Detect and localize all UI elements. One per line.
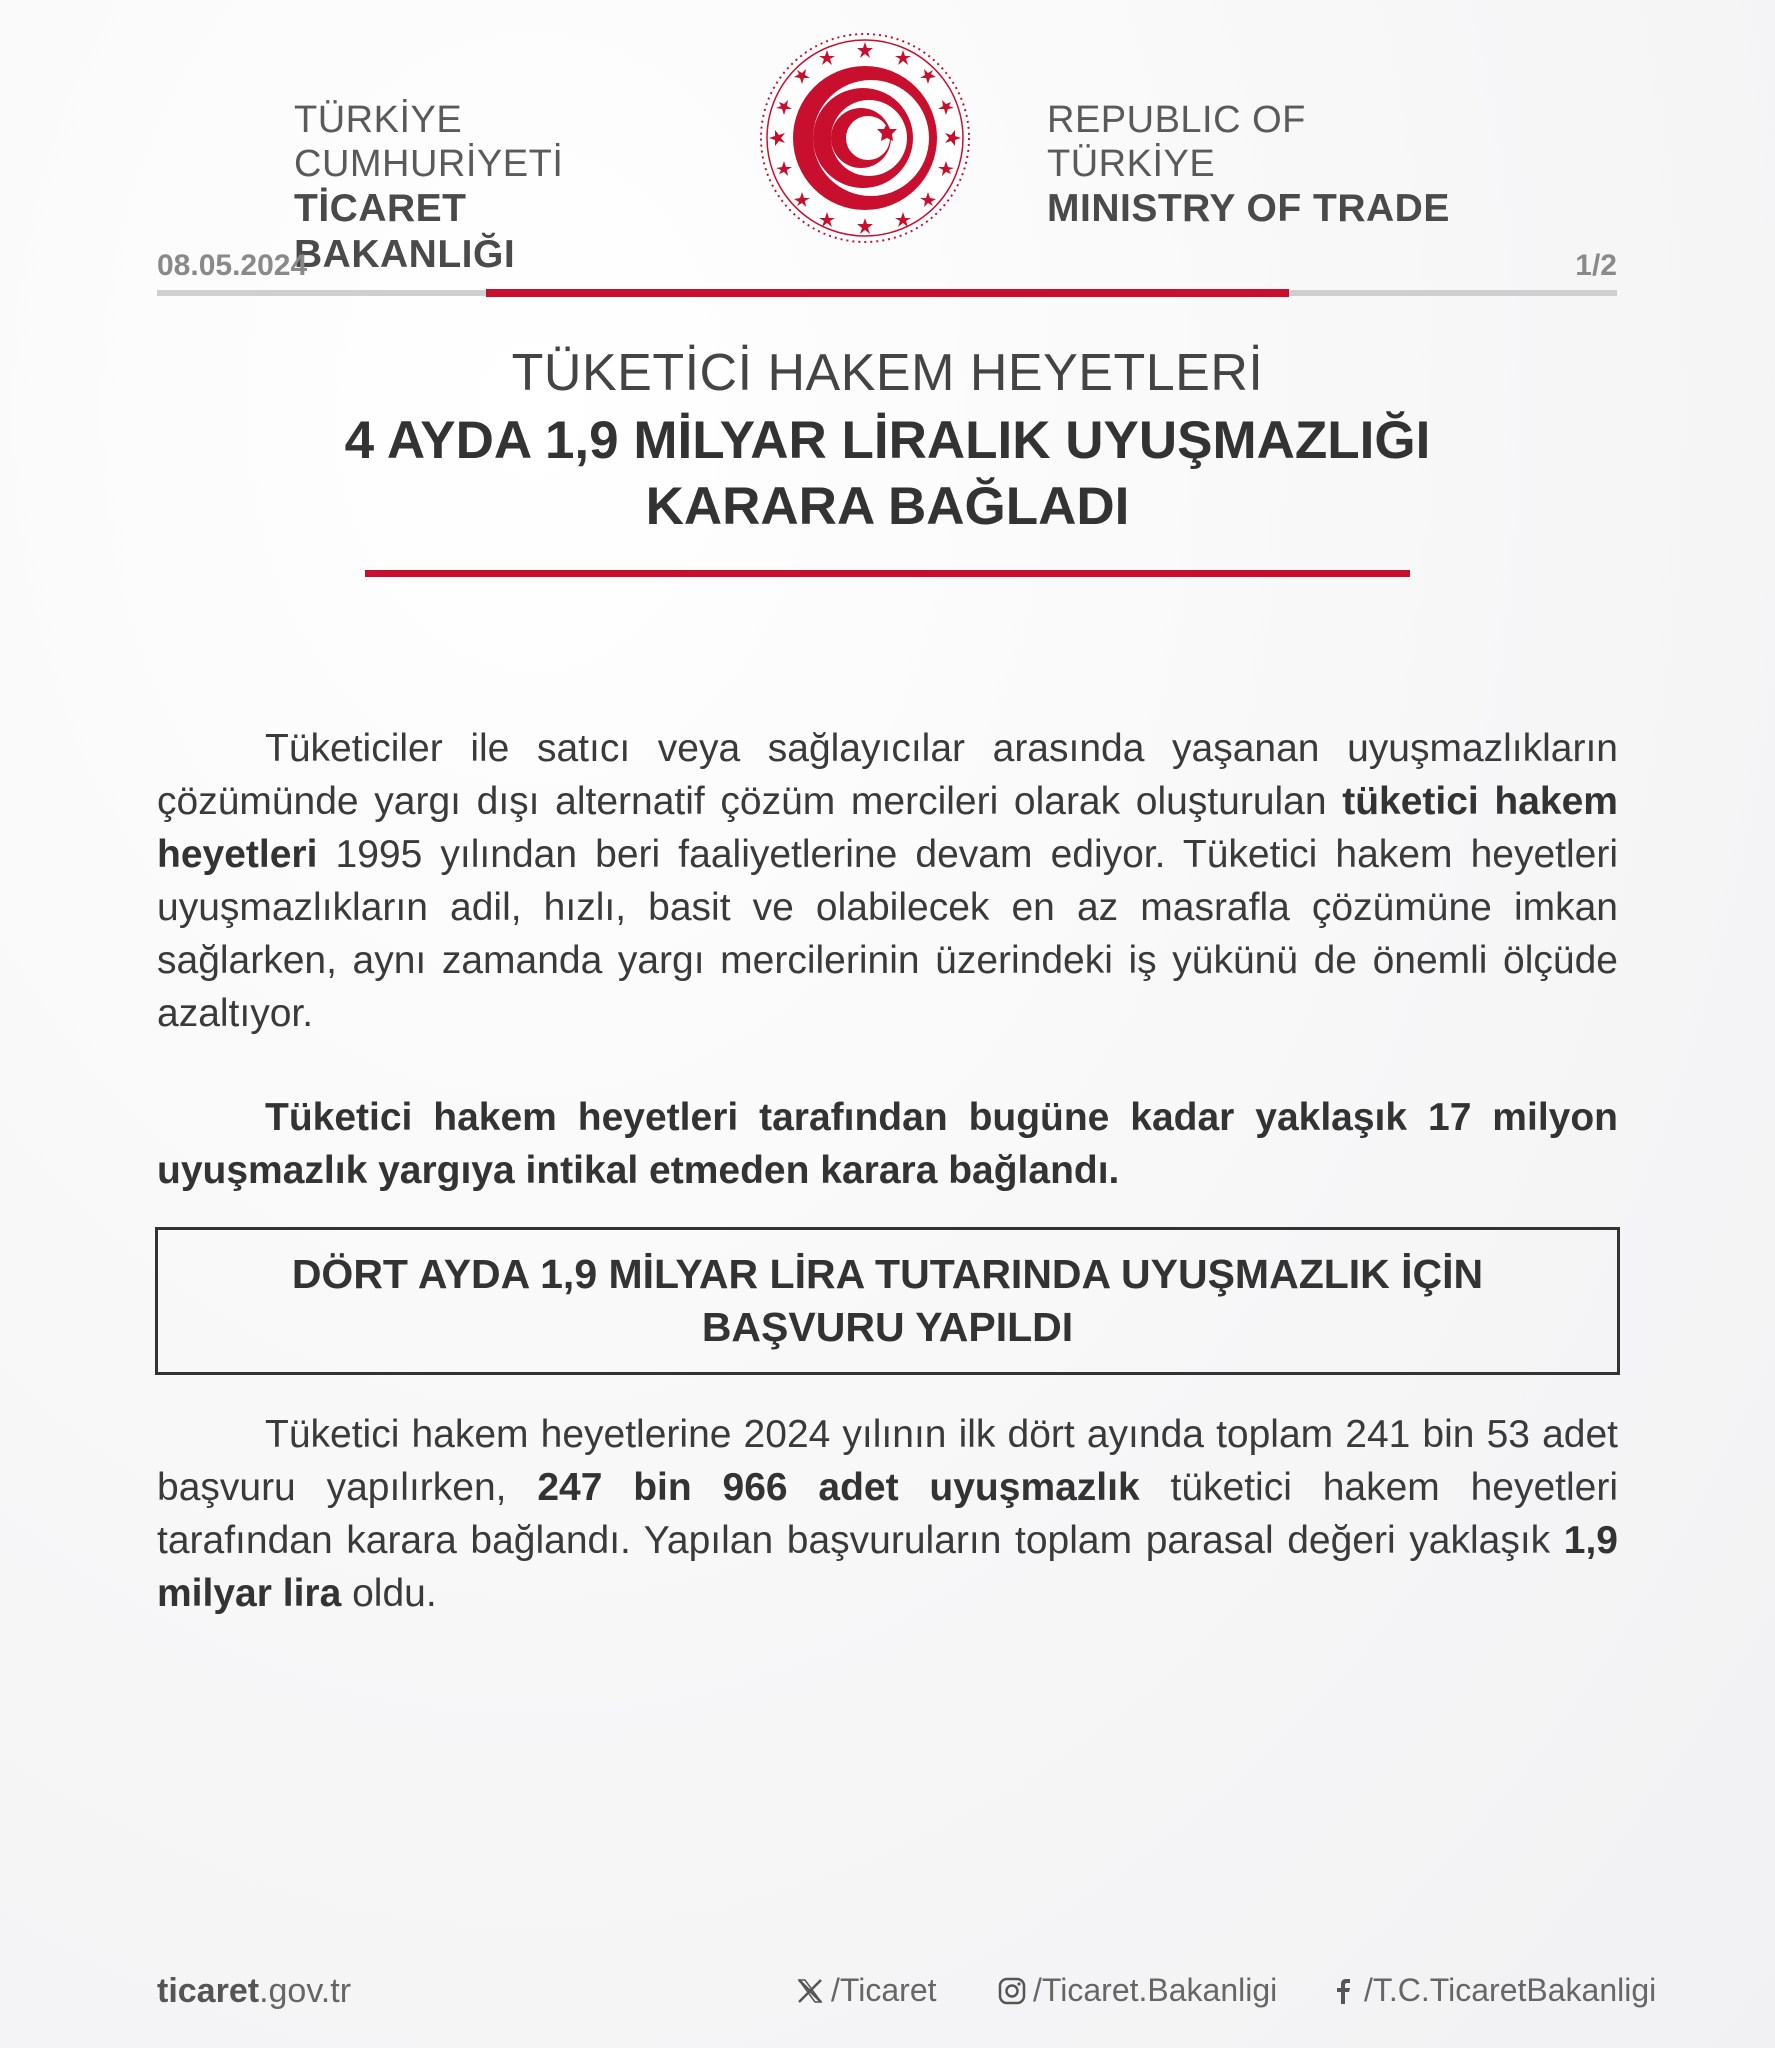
- instagram-social-link[interactable]: [997, 1972, 1277, 2009]
- header-right-line2: MINISTRY OF TRADE: [1047, 187, 1450, 230]
- page-number: 1/2: [1575, 249, 1617, 282]
- page-title-line3: KARARA BAĞLADI: [645, 477, 1130, 536]
- paragraph-intro-text-c: 1995 yılından beri faaliyetlerine devam ediyor. Tüketici hakem heyetleri uyuşmazlıkların adil, hızlı, basit ve olabilecek en az masrafla çözümüne imkan sağlarken, aynı zamanda yargı mercilerinin üzerindeki iş yükünü de önemli ölçüde azaltıyor.: [157, 833, 1618, 1035]
- header-divider-accent: [486, 289, 1289, 297]
- paragraph-intro-bold: tüketici hakem heyetleri: [157, 780, 1618, 876]
- paragraph-intro-text-a: Tüketiciler ile satıcı veya sağlayıcılar arasında yaşanan uyuşmazlıkların çözümünde yargı dışı alternatif çözüm mercileri olarak oluşturulan: [157, 727, 1618, 823]
- instagram-icon: [997, 1976, 1027, 2006]
- header-left: [294, 98, 684, 278]
- x-handle: /Ticaret: [831, 1972, 937, 2008]
- header-left-line2: TİCARET BAKANLIĞI: [294, 187, 516, 276]
- instagram-handle: /Ticaret.Bakanligi: [1033, 1972, 1278, 2008]
- header-right-line1: REPUBLIC OF TÜRKİYE: [1047, 99, 1306, 185]
- header-left-line1: TÜRKİYE CUMHURİYETİ: [294, 99, 564, 185]
- subheading-line2: BAŞVURU YAPILDI: [701, 1304, 1074, 1350]
- paragraph-highlight: Tüketici hakem heyetleri tarafından bugüne kadar yaklaşık 17 milyon uyuşmazlık yargıya intikal etmeden karara bağlandı.: [157, 1096, 1618, 1192]
- release-date: 08.05.2024: [157, 249, 308, 282]
- paragraph-statistics-text-c: tüketici hakem heyetleri tarafından karara bağlandı. Yapılan başvuruların toplam parasal değeri yaklaşık: [157, 1466, 1618, 1562]
- page-title-line1: TÜKETİCİ HAKEM HEYETLERİ: [511, 344, 1264, 402]
- x-social-link[interactable]: [795, 1972, 937, 2009]
- facebook-handle: /T.C.TicaretBakanligi: [1364, 1972, 1657, 2008]
- facebook-icon: [1328, 1976, 1358, 2006]
- paragraph-statistics-bold-2: 1,9 milyar lira: [157, 1519, 1618, 1615]
- facebook-social-link[interactable]: [1328, 1972, 1656, 2009]
- title-divider: [365, 570, 1410, 577]
- website-link-bold: ticaret: [157, 1972, 260, 2010]
- x-icon: [795, 1976, 825, 2006]
- page-title-line2: 4 AYDA 1,9 MİLYAR LİRALIK UYUŞMAZLIĞI: [344, 411, 1431, 470]
- paragraph-statistics-bold-1: 247 bin 966 adet uyuşmazlık: [537, 1466, 1140, 1509]
- header-right: [1047, 98, 1467, 232]
- subheading-text: [292, 1248, 1483, 1354]
- paragraph-statistics-text-e: oldu.: [341, 1572, 437, 1615]
- page-title-main: [0, 408, 1775, 540]
- subheading-line1: DÖRT AYDA 1,9 MİLYAR LİRA TUTARINDA UYUŞMAZLIK İÇİN: [291, 1251, 1484, 1297]
- subheading-box: [155, 1227, 1620, 1375]
- paragraph-intro: [157, 722, 1618, 1040]
- ministry-emblem-icon: [757, 30, 973, 246]
- paragraph-statistics: [157, 1408, 1618, 1620]
- website-link-rest: .gov.tr: [259, 1972, 352, 2010]
- paragraph-statistics-text-a: Tüketici hakem heyetlerine 2024 yılının ilk dört ayında toplam 241 bin 53 adet başvuru yapılırken,: [157, 1413, 1618, 1509]
- website-link[interactable]: [157, 1972, 351, 2011]
